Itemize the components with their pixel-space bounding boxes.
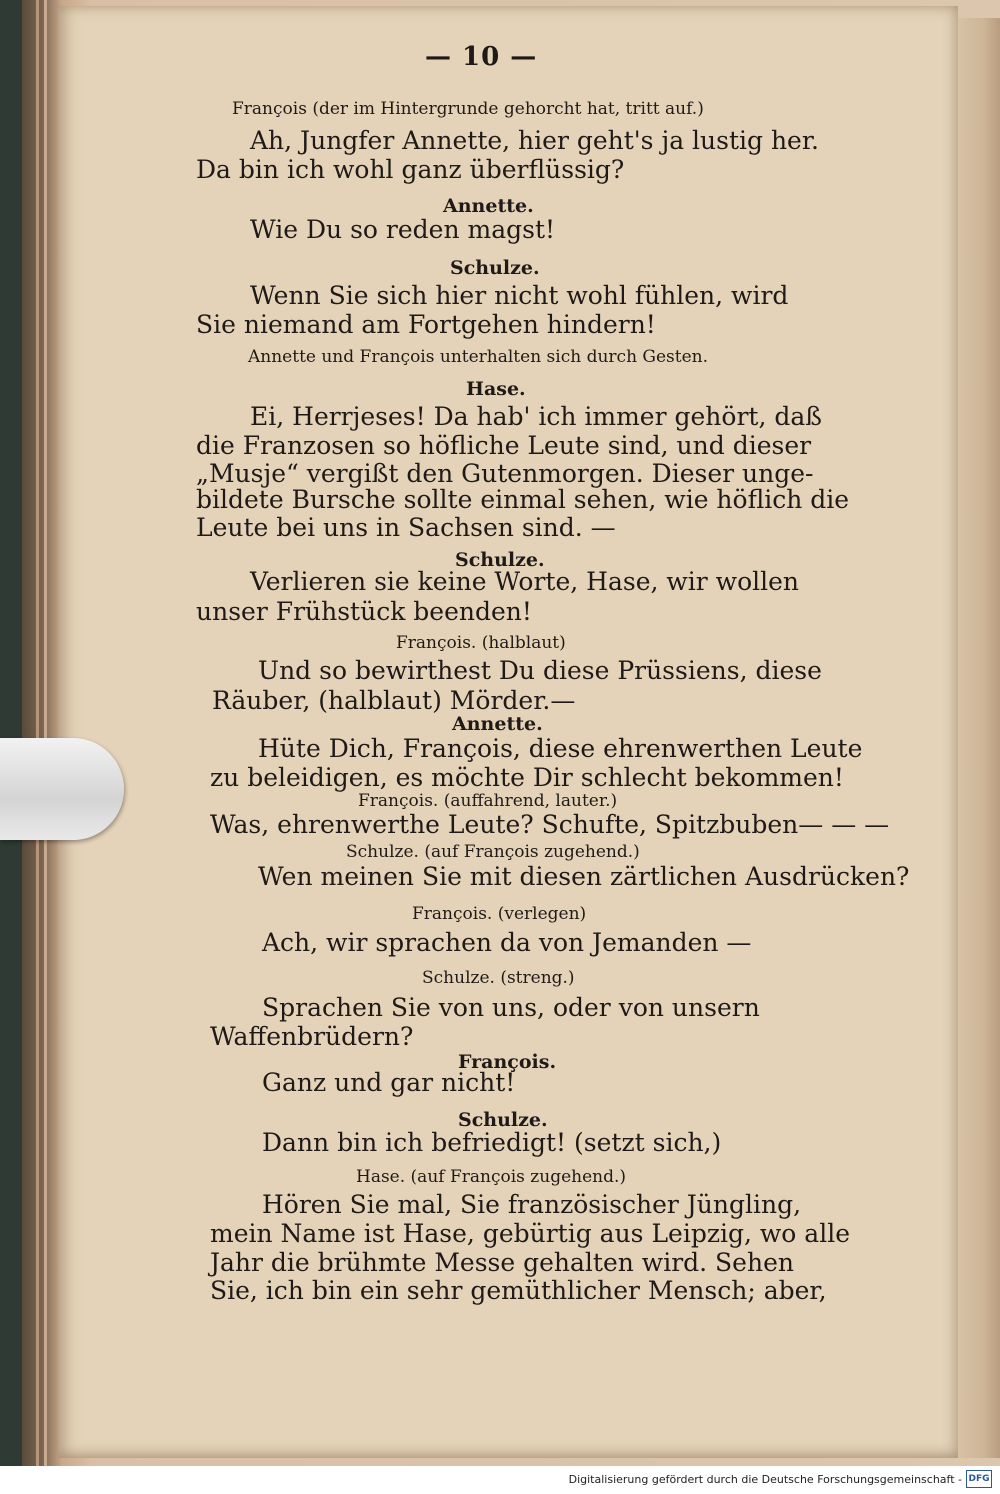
dialogue-line: Da bin ich wohl ganz überflüssig? [196, 155, 625, 184]
footer-credit: Digitalisierung gefördert durch die Deutsche Forschungsgemeinschaft - [568, 1473, 962, 1486]
dialogue-line: mein Name ist Hase, gebürtig aus Leipzig, wo alle [210, 1219, 850, 1248]
dialogue-line: Und so bewirthest Du diese Prüssiens, diese [258, 656, 822, 685]
dialogue-line: „Musje“ vergißt den Gutenmorgen. Dieser unge- [196, 459, 814, 488]
speaker-name: François. [458, 1051, 557, 1073]
dialogue-line: Was, ehrenwerthe Leute? Schufte, Spitzbuben— — — [210, 810, 890, 839]
dialogue-line: Jahr die brühmte Messe gehalten wird. Sehen [210, 1248, 794, 1277]
page-number-header: — 10 — [425, 42, 538, 72]
dialogue-line: Sie niemand am Fortgehen hindern! [196, 310, 656, 339]
speaker-name: Schulze. [450, 257, 540, 279]
dialogue-line: zu beleidigen, es möchte Dir schlecht bekommen! [210, 763, 844, 792]
speaker-direction: François. (auffahrend, lauter.) [358, 791, 618, 811]
speaker-direction: Schulze. (streng.) [422, 968, 575, 988]
dialogue-line: Ganz und gar nicht! [262, 1068, 516, 1097]
dialogue-line: Leute bei uns in Sachsen sind. — [196, 513, 616, 542]
dialogue-line: Wenn Sie sich hier nicht wohl fühlen, wird [250, 281, 789, 310]
dialogue-line: Ei, Herrjeses! Da hab' ich immer gehört, daß [250, 402, 822, 431]
dialogue-line: unser Frühstück beenden! [196, 597, 532, 626]
speaker-name: Schulze. [458, 1109, 548, 1131]
speaker-direction: François. (verlegen) [412, 904, 587, 924]
speaker-direction: Hase. (auf François zugehend.) [356, 1167, 627, 1187]
speaker-name: Annette. [443, 195, 534, 217]
dialogue-line: Ah, Jungfer Annette, hier geht's ja lustig her. [250, 126, 820, 155]
dialogue-line: Sprachen Sie von uns, oder von unsern [262, 993, 760, 1022]
dialogue-line: Dann bin ich befriedigt! (setzt sich,) [262, 1128, 722, 1157]
stage-direction: François (der im Hintergrunde gehorcht hat, tritt auf.) [232, 99, 704, 119]
dialogue-line: die Franzosen so höfliche Leute sind, und dieser [196, 431, 812, 460]
dialogue-line: Ach, wir sprachen da von Jemanden — [262, 928, 752, 957]
dialogue-line: Wen meinen Sie mit diesen zärtlichen Ausdrücken? [258, 862, 910, 891]
dialogue-line: Waffenbrüdern? [210, 1022, 414, 1051]
stage-direction: Annette und François unterhalten sich durch Gesten. [248, 347, 709, 367]
dialogue-line: Räuber, (halblaut) Mörder.— [212, 686, 576, 715]
dialogue-line: Hüte Dich, François, diese ehrenwerthen Leute [258, 734, 863, 763]
speaker-name: Hase. [466, 378, 526, 400]
speaker-name: Annette. [452, 713, 543, 735]
dialogue-line: Verlieren sie keine Worte, Hase, wir wollen [250, 567, 800, 596]
dfg-logo: DFG [966, 1470, 992, 1488]
dialogue-line: bildete Bursche sollte einmal sehen, wie höflich die [196, 485, 850, 514]
dialogue-line: Wie Du so reden magst! [250, 215, 556, 244]
dialogue-line: Sie, ich bin ein sehr gemüthlicher Mensch; aber, [210, 1276, 827, 1305]
speaker-direction: François. (halblaut) [396, 633, 566, 653]
dialogue-line: Hören Sie mal, Sie französischer Jüngling, [262, 1190, 802, 1219]
speaker-direction: Schulze. (auf François zugehend.) [346, 842, 640, 862]
speaker-name: Schulze. [455, 549, 545, 571]
